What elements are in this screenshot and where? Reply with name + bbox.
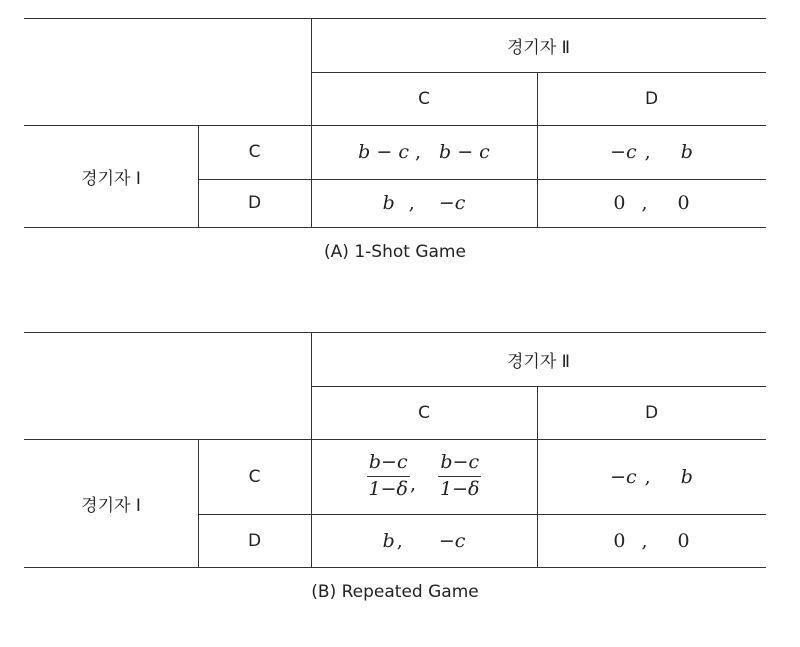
payoff-table-repeated — [24, 332, 766, 612]
payoff-cd-player1: −c — [610, 465, 637, 488]
player2-label: 경기자 Ⅱ — [506, 351, 571, 372]
payoff-dd-player1: 0 — [613, 529, 626, 552]
column-header-d: D — [644, 88, 659, 109]
payoff-dc: b , −c — [382, 192, 466, 214]
column-header-c: C — [418, 88, 430, 109]
payoff-cd-player1: −c — [610, 141, 637, 163]
row-header-c: C — [248, 466, 261, 487]
payoff-dc: b , −c — [382, 529, 466, 552]
player1-label: 경기자 I — [81, 495, 141, 516]
column-header-c: C — [418, 402, 430, 423]
fraction-numerator: b−c — [367, 452, 410, 477]
fraction-numerator: b−c — [438, 452, 481, 477]
payoff-dd-player2: 0 — [677, 192, 690, 214]
payoff-dc-player2: −c — [438, 529, 466, 552]
payoff-cd: −c , b — [610, 141, 693, 163]
payoff-table-one-shot — [24, 18, 766, 278]
payoff-dd-player2: 0 — [677, 529, 690, 552]
player2-label: 경기자 Ⅱ — [506, 37, 571, 58]
fraction-denominator: 1−δ — [368, 478, 408, 500]
payoff-cc: b − c , b − c — [358, 141, 490, 163]
column-header-d: D — [644, 402, 659, 423]
payoff-dd-player1: 0 — [613, 192, 626, 214]
payoff-cd-player2: b — [680, 141, 693, 163]
row-header-d: D — [247, 193, 262, 213]
bottom-rule — [24, 227, 766, 228]
fraction-denominator: 1−δ — [440, 478, 480, 500]
payoff-cc-player1 — [367, 452, 410, 501]
payoff-cc-player1: b − c — [358, 141, 409, 163]
payoff-dd: 0 , 0 — [613, 529, 690, 552]
bottom-rule — [24, 567, 766, 568]
payoff-cc-player2 — [438, 452, 481, 501]
row-header-c: C — [248, 142, 261, 162]
payoff-dc-player2: −c — [438, 192, 466, 214]
payoff-cc-player2: b − c — [439, 141, 490, 163]
payoff-cc: $\frac{b-c}{1-\delta}$ , $\frac{b-c}{1-\delta}$ — [368, 451, 480, 500]
payoff-cd: −c , b — [610, 465, 693, 488]
player1-label: 경기자 I — [81, 168, 141, 189]
caption-repeated: (B) Repeated Game — [311, 582, 479, 602]
payoff-cd-player2: b — [680, 465, 693, 488]
payoff-dc-player1: b — [382, 529, 395, 552]
payoff-dd: 0 , 0 — [613, 192, 690, 214]
payoff-dc-player1: b — [382, 192, 395, 214]
row-header-d: D — [247, 530, 262, 551]
caption-one-shot: (A) 1-Shot Game — [324, 242, 466, 262]
